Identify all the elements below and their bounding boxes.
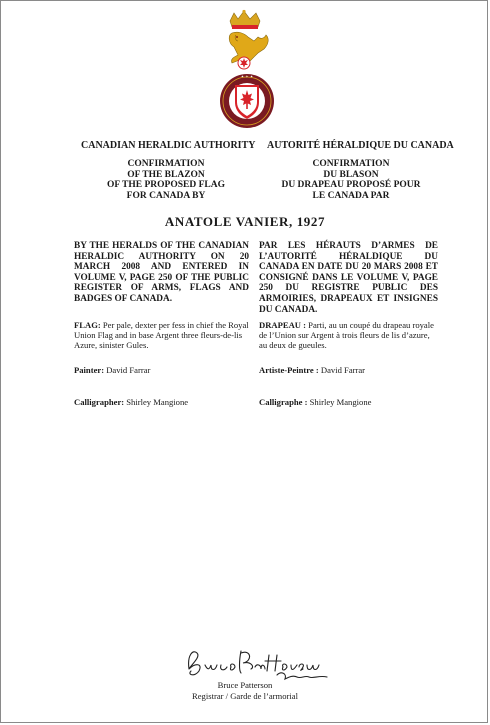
svg-text:✦ ✦ ✦: ✦ ✦ ✦	[240, 74, 254, 79]
field-value: David Farrar	[104, 365, 151, 375]
field-value: Shirley Mangione	[124, 397, 189, 407]
crown-icon	[230, 10, 260, 29]
field-value: Shirley Mangione	[307, 397, 372, 407]
painter-en	[74, 365, 150, 375]
field-label: DRAPEAU :	[259, 320, 307, 330]
confirmation-heading-fr	[266, 159, 436, 201]
lion-icon	[229, 32, 268, 63]
signatory-title: Registrar / Garde de l’armorial	[192, 691, 298, 701]
heading-line: FOR CANADA BY	[126, 190, 206, 201]
field-label: Calligraphe :	[259, 397, 308, 407]
heraldic-authority-emblem-icon	[214, 9, 280, 131]
declaration-fr: PAR LES HÉRAUTS D’ARMES DE L’AUTORITÉ HÉRALDIQUE DU CANADA EN DATE DU 20 MARS 2008 ET CONSIGNÉ DANS LE VOLUME V, PAGE 250 DU REGISTRE PUBLIC DES ARMOIRIES, DRAPEAUX ET INSIGNES DU CANADA.	[259, 241, 438, 315]
confirmation-heading-en	[86, 159, 246, 201]
flag-blazon-fr	[259, 320, 439, 350]
field-value: David Farrar	[318, 365, 366, 375]
flag-blazon-en	[74, 320, 249, 350]
field-label: Artiste-Peintre :	[259, 365, 319, 375]
calligrapher-fr	[259, 397, 371, 407]
field-label: Painter:	[74, 365, 105, 375]
painter-fr	[259, 365, 365, 375]
field-label: Calligrapher:	[74, 397, 125, 407]
signatory-name: Bruce Patterson	[217, 680, 273, 690]
field-value: Per pale, dexter per fess in chief the Royal Union Flag and in base Argent three fleurs-de-lis Azure, sinister Gules.	[74, 320, 249, 350]
heading-line: OF THE BLAZON	[127, 169, 205, 180]
heading-line: CONFIRMATION	[127, 159, 205, 169]
calligrapher-en	[74, 397, 188, 407]
heading-line: DU BLASON	[323, 169, 379, 180]
declaration-en: BY THE HERALDS OF THE CANADIAN HERALDIC AUTHORITY ON 20 MARCH 2008 AND ENTERED IN VOLUME V, PAGE 250 OF THE PUBLIC REGISTER OF ARMS, FLAGS AND BADGES OF CANADA.	[74, 241, 249, 304]
heading-line: LE CANADA PAR	[312, 190, 390, 201]
heading-line: CONFIRMATION	[312, 159, 390, 169]
field-value: Parti, au un coupé du drapeau royale de l’Union sur Argent à trois fleurs de lis d’azure, au deux de gueules.	[259, 320, 434, 350]
field-label: FLAG:	[74, 320, 101, 330]
authority-title-en: CANADIAN HERALDIC AUTHORITY	[81, 140, 256, 151]
authority-title-fr: AUTORITÉ HÉRALDIQUE DU CANADA	[267, 140, 454, 151]
grantee-name: ANATOLE VANIER, 1927	[164, 214, 326, 229]
heading-line: DU DRAPEAU PROPOSÉ POUR	[281, 180, 421, 190]
heading-line: OF THE PROPOSED FLAG	[107, 180, 225, 190]
